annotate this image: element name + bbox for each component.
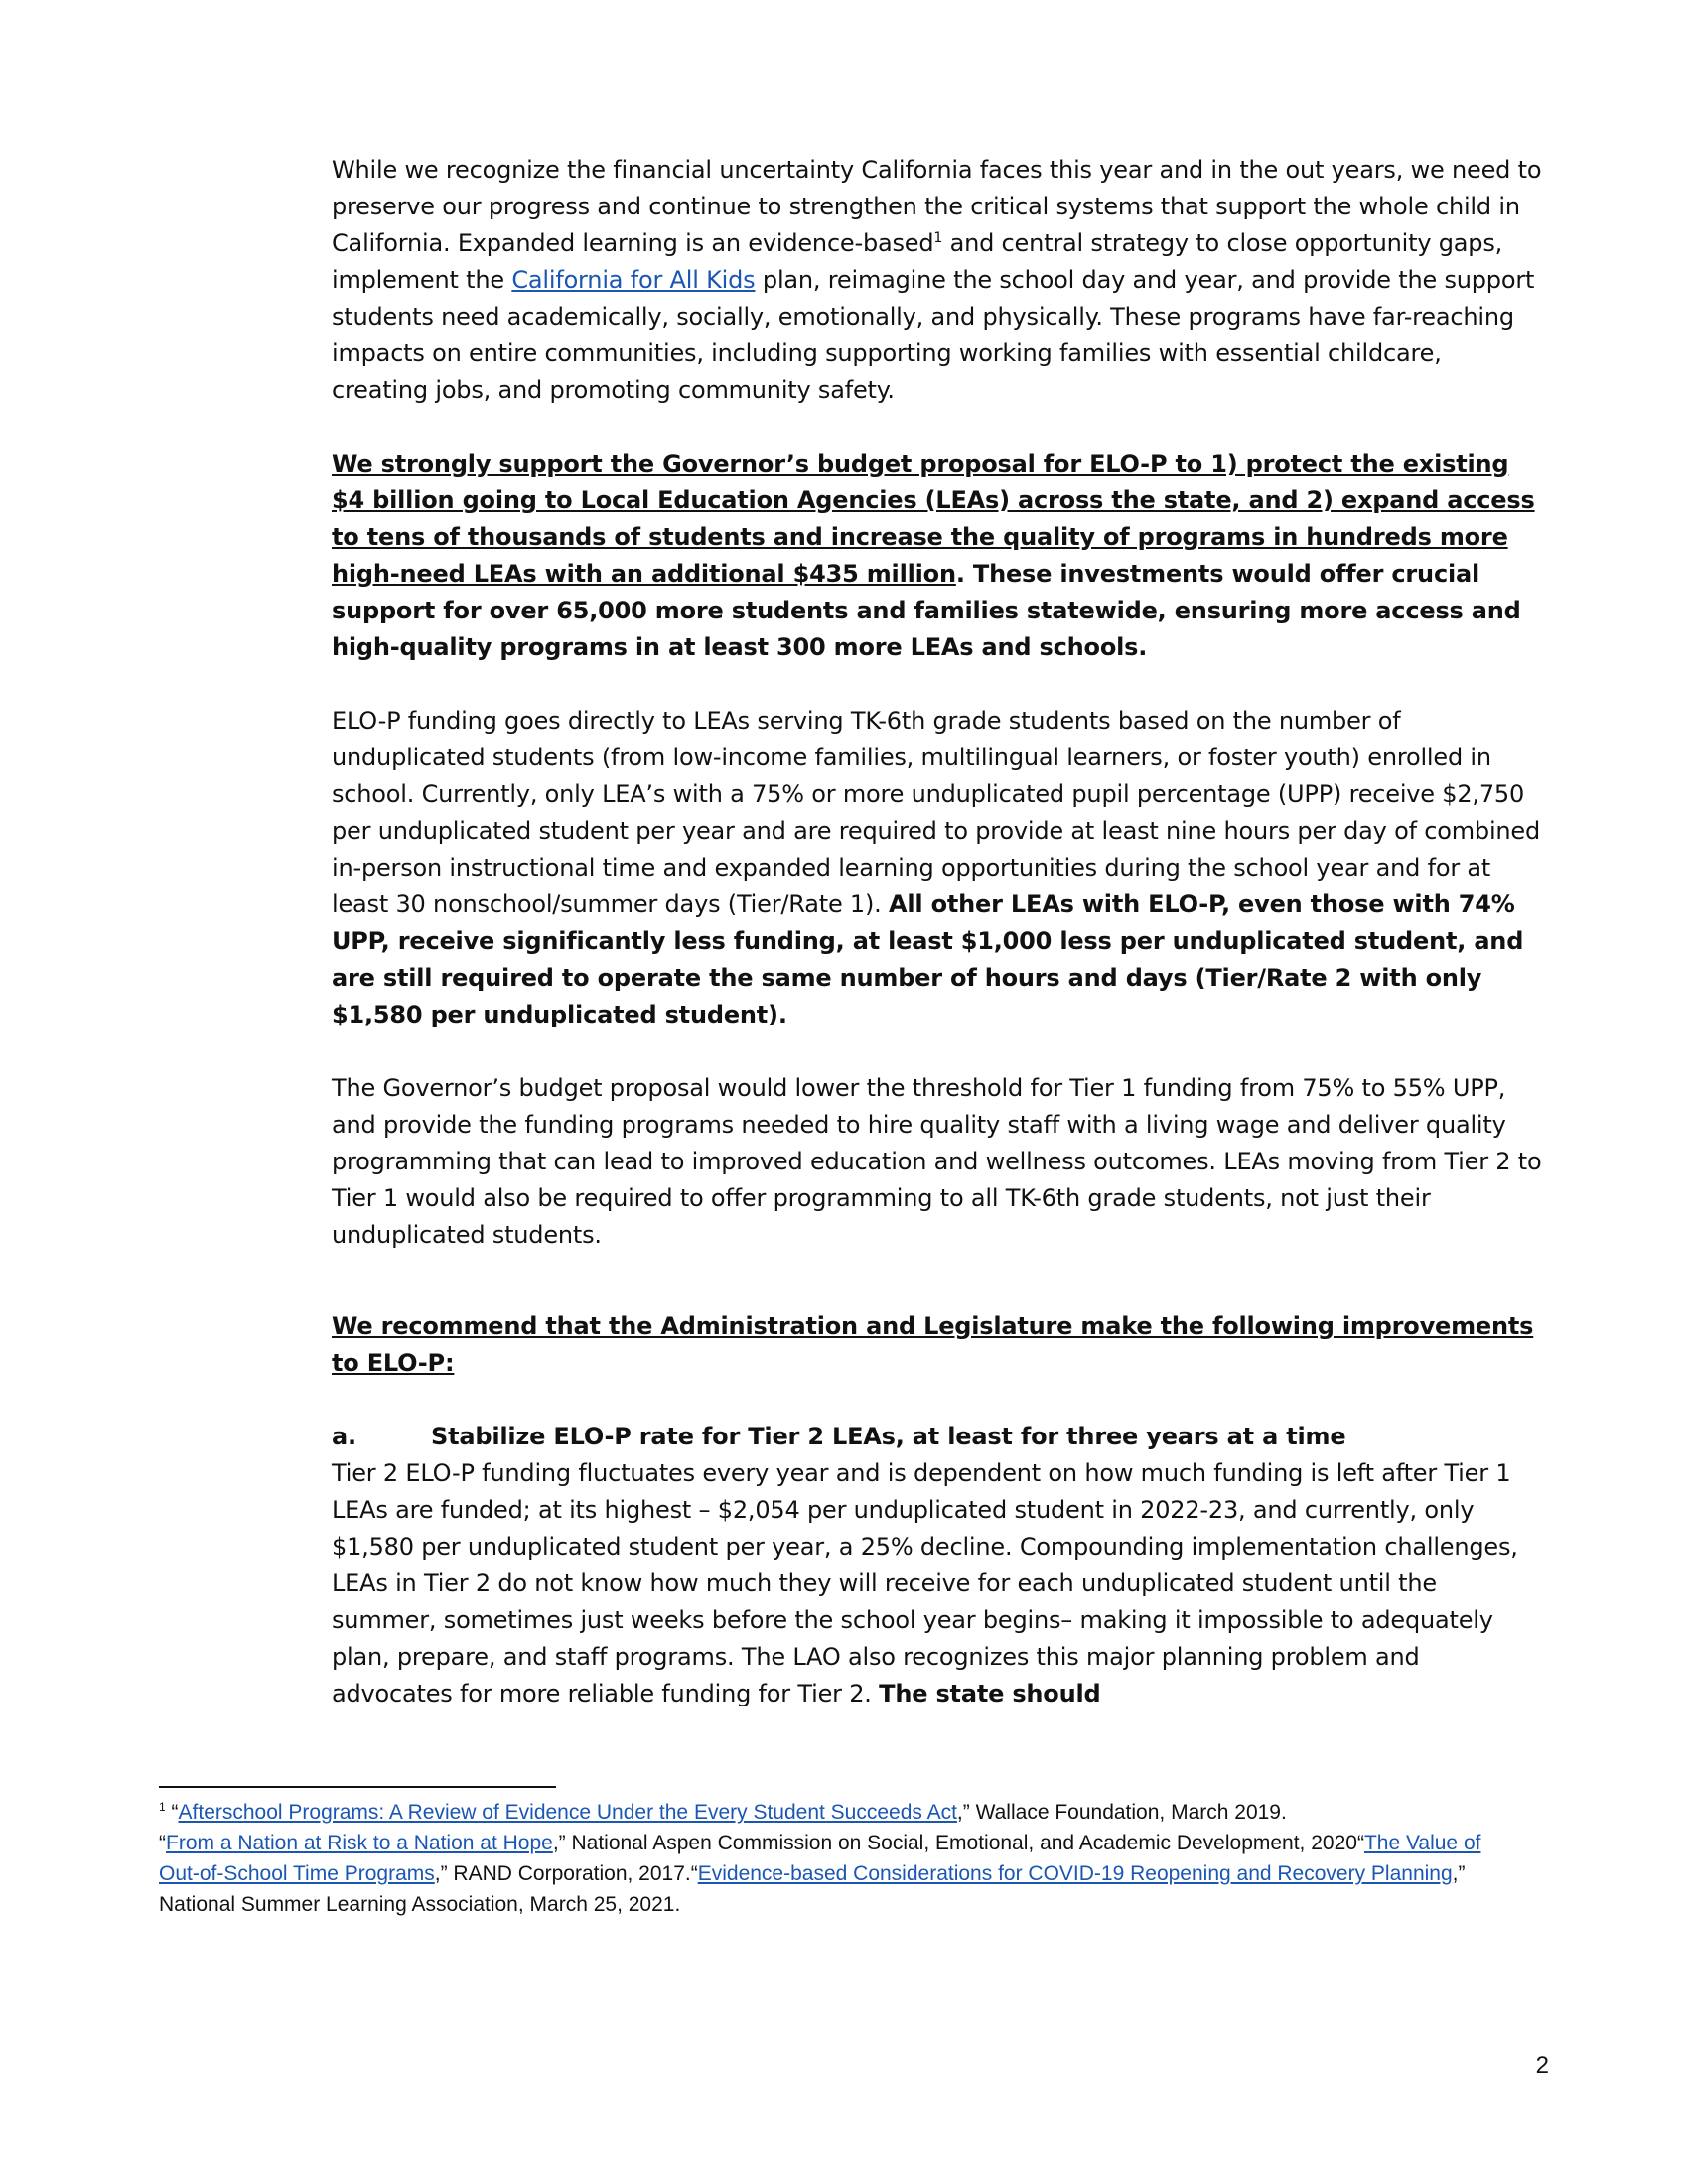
footnote-divider (159, 1786, 556, 1788)
footnote-link-wallace[interactable]: Afterschool Programs: A Review of Evidence Under the Every Student Succeeds Act (178, 1801, 957, 1824)
recommend-heading: We recommend that the Administration and Legislature make the following improvements to ELO-P: (332, 1312, 1534, 1377)
item-a-heading (332, 1419, 1543, 1455)
paragraph-proposal: The Governor’s budget proposal would lower the threshold for Tier 1 funding from 75% to 55% UPP, and provide the funding programs needed to hire quality staff with a living wage and deliver quality programming that can lead to improved education and wellness outcomes. LEAs moving from Tier 2 to Tier 1 would also be required to offer programming to all TK-6th grade students, not just their unduplicated students. (332, 1074, 1542, 1249)
footnote-ref[interactable]: 1 (933, 230, 943, 246)
footnote: $^1$ “Afterschool Programs: A Review of Evidence Under the Every Student Succeeds Act,” Wallace Foundation, March 2019. “From a Nation at Risk to a Nation at Hope,” National Aspen Commission on Social, Emotional, and Academic Development, 2020“The Value of Out-of-School Time Programs,” RAND Corporation, 2017.“Evidence-based Considerations for COVID-19 Reopening and Recovery Planning,” National Summer Learning Association, March 25, 2021. (159, 1800, 1481, 1916)
item-a-title: Stabilize ELO-P rate for Tier 2 LEAs, at least for three years at a time (431, 1423, 1346, 1450)
footnote-link-nsla[interactable]: Evidence-based Considerations for COVID-19 Reopening and Recovery Planning (697, 1862, 1453, 1885)
footnote-link-rand[interactable]: The Value of Out-of-School Time Programs (159, 1832, 1481, 1885)
item-a-text: Tier 2 ELO-P funding fluctuates every year and is dependent on how much funding is left after Tier 1 LEAs are funded; at its highest – $2,054 per unduplicated student in 2022-23, and currently, only $1,580 per unduplicated student per year, a 25% decline. Compounding implementation challenges, LEAs in Tier 2 do not know how much they will receive for each unduplicated student until the summer, sometimes just weeks before the school year begins– making it impossible to adequately plan, prepare, and staff programs. The LAO also recognizes this major planning problem and advocates for more reliable funding for Tier 2. The state should (332, 1459, 1518, 1707)
page-number: 2 (1535, 2052, 1549, 2079)
support-statement-underlined: We strongly support the Governor’s budget proposal for ELO-P to 1) protect the existing $4 billion going to Local Education Agencies (LEAs) across the state, and 2) expand access to tens of thousands of students and increase the quality of programs in hundreds more high-need LEAs with an additional $435 million (332, 450, 1535, 588)
footnote-mark: 1 (159, 1800, 166, 1814)
paragraph-funding: ELO-P funding goes directly to LEAs serving TK-6th grade students based on the number of unduplicated students (from low-income families, multilingual learners, or foster youth) enrolled in school. Currently, only LEA’s with a 75% or more unduplicated pupil percentage (UPP) receive $2,750 per unduplicated student per year and are required to provide at least nine hours per day of combined in-person instructional time and expanded learning opportunities during the school year and for at least 30 nonschool/summer days (Tier/Rate 1). All other LEAs with ELO-P, even those with 74% UPP, receive significantly less funding, at least $1,000 less per unduplicated student, and are still required to operate the same number of hours and days (Tier/Rate 2 with only $1,580 per unduplicated student). (332, 707, 1541, 1028)
paragraph-support: We strongly support the Governor’s budget proposal for ELO-P to 1) protect the existing $4 billion going to Local Education Agencies (LEAs) across the state, and 2) expand access to tens of thousands of students and increase the quality of programs in hundreds more high-need LEAs with an additional $435 million. These investments would offer crucial support for over 65,000 more students and families statewide, ensuring more access and high-quality programs in at least 300 more LEAs and schools. (332, 450, 1535, 661)
paragraph-intro: While we recognize the financial uncertainty California faces this year and in the out years, we need to preserve our progress and continue to strengthen the critical systems that support the whole child in California. Expanded learning is an evidence-based$^1$ and central strategy to close opportunity gaps, implement the California for All Kids plan, reimagine the school day and year, and provide the support students need academically, socially, emotionally, and physically. These programs have far-reaching impacts on entire communities, including supporting working families with essential childcare, creating jobs, and promoting community safety. (332, 156, 1542, 404)
footnote-link-aspen[interactable]: From a Nation at Risk to a Nation at Hope (166, 1832, 553, 1854)
item-a-letter: a. (332, 1423, 356, 1450)
california-for-all-kids-link[interactable]: California for All Kids (511, 266, 756, 294)
body-text (332, 152, 1543, 1712)
